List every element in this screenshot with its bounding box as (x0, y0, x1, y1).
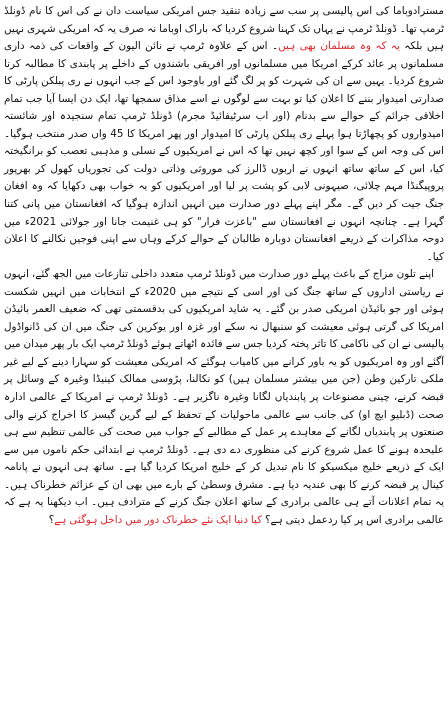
paragraph-2-highlight: کیا دنیا ایک نئے خطرناک دور میں داخل ہوگئی ہے (54, 513, 263, 526)
paragraph-2 (4, 266, 444, 529)
paragraph-1-text-before: مسترادوباما کی اس پالیسی پر سب سے زیادہ تنقید جس امریکی سیاست دان نے کی اس کا نام ڈونلڈ ٹرمپ تھا۔ ڈونلڈ ٹرمپ نے یہاں تک کہنا شروع کردیا کہ باراک اوباما نہ صرف یہ کہ امریکی شہری نہیں ہیں بلکہ (4, 5, 444, 53)
paragraph-1-highlight: یہ کہ وہ مسلمان بھی ہیں (278, 40, 400, 53)
paragraph-2-text-after: ؟ (48, 513, 55, 526)
paragraph-1-text-after: ۔ اس کے علاوہ ٹرمپ نے نائن الیون کے واقعات کی ذمہ داری مسلمانوں پر عائد کرکے امریکا میں مسلمانوں اور افریقی باشندوں کے داخلے پر پابندی کا مطالبہ کرنا شروع کردیا۔ یہیں سے ان کی شہرت کو پر لگ گئے اور باوجود اس کے جب انہوں نے ری پبلکن پارٹی کا صدارتی امیدوار بننے کا اعلان کیا تو بہت سے لوگوں نے اسے مذاق سمجھا تھا، ایک دن ایسا آیا جب تمام اخلاقی جرائم کے حوالے سے بدنام (اور اب سرٹیفائیڈ مجرم) ڈونلڈ ٹرمپ تمام سنجیدہ اور شائستہ امیدواروں کو پچھاڑتا ہوا پہلے ری پبلکن پارٹی کا امیدوار اور پھر امریکا کا 45 واں صدر منتخب ہوگیا۔ اس کی وجہ اس کے سوا اور کچھ نہیں تھا کہ اس نے امریکیوں کے نسلی و مذہبی تعصب کو برانگیختہ کیا، اس کے ساتھ ساتھ انہوں نے اربوں ڈالرز کی موروثی وذاتی دولت کی تجوریاں کھول کر بھرپور پروپیگنڈا مہم چلائی، صیہونی لابی کو پشت پر لیا اور امریکیوں کو یہ خواب بھی دکھایا کہ وہ افغان جنگ جیت کر دیں گے۔ مگر اپنے پہلے دور صدارت میں انہیں اندازہ ہوگیا کہ افغانستان میں پانی کتنا گہرا ہے۔ چنانچہ انہوں نے افغانستان سے "باعزت فرار" کو ہی غنیمت جانا اور جولائی 2021ء میں دوحہ مذاکرات کے ذریعے افغانستان دوبارہ طالبان کے حوالے کرکے وہاں سے اپنی فوجیں نکالنے کا اعلان کیا۔ (4, 40, 444, 263)
paragraph-1 (4, 3, 444, 266)
paragraph-2-text-before: اپنے تلون مزاج کے باعث پہلے دور صدارت میں ڈونلڈ ٹرمپ متعدد داخلی تنازعات میں الجھ گئے، انہوں نے ریاستی اداروں کے ساتھ جنگ کی اور اسی کے نتیجے میں 2020ء کے انتخابات میں انہیں شکست ہوئی اور جو بائیڈن امریکی صدر بن گئے۔ یہ شاید امریکیوں کی بدقسمتی تھی کہ ضعیف العمر بائیڈن امریکا کی گرتی ہوئی معیشت کو سنبھال نہ سکے اور غزہ اور یوکرین کی جنگ میں ان کی ڈانواڈول پالیسی نے ان کی ناکامی کا تاثر پختہ کردیا جس سے فائدہ اٹھاتے ہوئے ڈونلڈ ٹرمپ ایک بار پھر میدان میں آگئے اور وہ امریکیوں کو یہ باور کرانے میں کامیاب ہوگئے کہ امریکی معیشت کو سہارا دینے کے لیے غیر ملکی تارکین وطن (جن میں بیشتر مسلمان ہیں) کو نکالنا، پڑوسی ممالک کینیڈا وغیرہ کے وسائل پر قبضہ کرنے، چینی مصنوعات پر پابندیاں لگانا وغیرہ ناگزیر ہے۔ ڈونلڈ ٹرمپ نے امریکا کے عالمی ادارہ صحت (ڈبلیو ایچ او) کی جانب سے عالمی ماحولیات کے تحفظ کے لیے گرین گیسز کا اخراج کرنے والی صنعتوں پر پابندیاں لگانے کے معاہدے پر عمل کے مطالبے کے جواب میں صحت کی عالمی تنظیم سے ہی علیحدہ ہونے کا عمل شروع کرنے کی منظوری دے دی ہے۔ ڈونلڈ ٹرمپ نے ابتدائی حکم ناموں میں سے ایک کے ذریعے خلیج میکسیکو کا نام تبدیل کر کے خلیج امریکا کردیا گیا ہے۔ ساتھ ہی انہوں نے پانامہ کینال پر قبضہ کرنے کا بھی عندیہ دیا ہے۔ مشرق وسطیٰ کے بارے میں بھی ان کے عزائم خطرناک ہیں۔ یہ تمام اعلانات آتے ہی عالمی برادری کے ساتھ اعلان جنگ کرنے کے مترادف ہیں۔ اب دیکھنا یہ ہے کہ عالمی برادری اس پر کیا ردعمل دیتی ہے؟ (4, 268, 444, 526)
